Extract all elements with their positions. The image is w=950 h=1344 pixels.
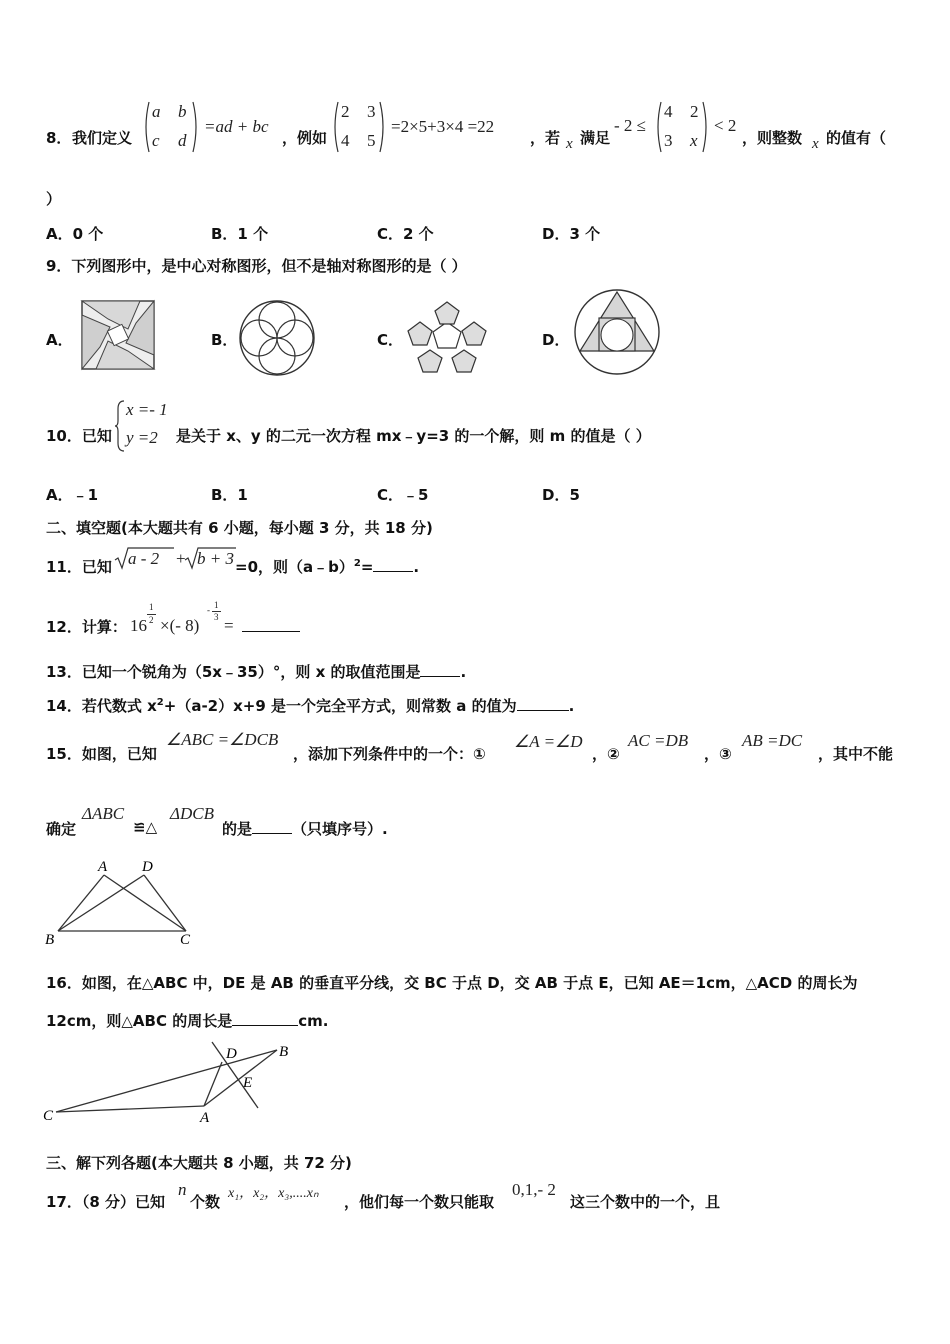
label-b: B bbox=[45, 932, 55, 948]
section-3-heading: 三、解下列各题(本大题共 8 小题，共 72 分) bbox=[46, 1154, 352, 1172]
q15-line2-b-wrap bbox=[222, 818, 388, 839]
q8-text-4: 满足 bbox=[580, 129, 611, 147]
matrix-cell: c bbox=[152, 131, 160, 150]
system-eq-2: y =2 bbox=[126, 428, 158, 447]
q9-text: 9．下列图形中，是中心对称图形，但不是轴对称图形的是（ ） bbox=[46, 257, 467, 275]
q12-middle: ×(- 8) bbox=[160, 616, 200, 635]
figure-a-square-pinwheel bbox=[80, 299, 156, 371]
question-14 bbox=[46, 696, 574, 719]
q11-answer-blank[interactable] bbox=[373, 557, 413, 572]
label-a: A bbox=[200, 1110, 210, 1126]
q15-text-1: ，添加下列条件中的一个：① bbox=[293, 745, 486, 763]
matrix-cell: 4 bbox=[664, 102, 673, 121]
matrix-cell: 2 bbox=[690, 102, 699, 121]
q15-text-4: ，其中不能 bbox=[818, 745, 894, 763]
figure-16-triangle bbox=[40, 1036, 310, 1126]
matrix-cell: b bbox=[178, 102, 187, 121]
q8-close-paren: ） bbox=[46, 190, 62, 208]
q8-number: 8． bbox=[46, 129, 72, 147]
label-c: C bbox=[180, 932, 191, 948]
q16-line-2 bbox=[46, 1011, 328, 1031]
label-c: C bbox=[43, 1108, 54, 1124]
matrix-cell: x bbox=[690, 131, 698, 150]
q17-number: 17．（8 分）已知 bbox=[46, 1193, 166, 1211]
q8-definition: =ad + bc bbox=[204, 117, 269, 136]
q12-exp1-den: 2 bbox=[149, 615, 154, 625]
q8-text-1: 我们定义 bbox=[72, 129, 133, 147]
q8-text-3: ，若 bbox=[530, 129, 561, 147]
q8-option-a: A．0 个 bbox=[46, 225, 104, 243]
q15-line2-a: 确定 bbox=[46, 820, 77, 838]
q12-equals: = bbox=[224, 616, 234, 635]
q15-line2-b: 的是 bbox=[222, 820, 253, 838]
q17-sequence: x₁，x₂，x₃,....xₙ bbox=[228, 1186, 319, 1201]
q14-superscript: 2 bbox=[156, 697, 164, 708]
q10-text: 是关于 x、y 的二元一次方程 mx﹣y=3 的一个解，则 m 的值是（ ） bbox=[176, 427, 651, 445]
q8-var-x: x bbox=[566, 136, 573, 152]
q11-tail bbox=[235, 556, 419, 577]
matrix-cell: 3 bbox=[664, 131, 673, 150]
q9-label-d: D． bbox=[542, 331, 570, 349]
figure-c-pentagons bbox=[404, 300, 490, 374]
q9-label-a: A． bbox=[46, 331, 73, 349]
plus-sign: + bbox=[176, 549, 186, 568]
q8-option-b: B．1 个 bbox=[211, 225, 269, 243]
q14-answer-blank[interactable] bbox=[517, 696, 569, 711]
matrix-abcd bbox=[142, 100, 200, 154]
q8-ineq-left: - 2 ≤ bbox=[614, 116, 646, 135]
figure-d-circle-triangle-square bbox=[572, 289, 662, 375]
q8-var-x: x bbox=[812, 136, 819, 152]
q12-exp2-num: 1 bbox=[214, 600, 219, 610]
q15-congruent: ≌△ bbox=[133, 818, 158, 836]
q15-triangle-1: ΔABC bbox=[82, 804, 125, 823]
q8-example: =2×5+3×4 =22 bbox=[391, 117, 495, 136]
q14-text-1: 14．若代数式 x bbox=[46, 697, 157, 715]
q9-label-b: B． bbox=[211, 331, 238, 349]
q10-option-c: C．﹣5 bbox=[377, 486, 429, 504]
label-a: A bbox=[98, 859, 108, 875]
label-d: D bbox=[226, 1046, 237, 1062]
q8-text-5: ，则整数 bbox=[742, 129, 803, 147]
q17-text-3: 这三个数中的一个，且 bbox=[570, 1193, 721, 1211]
q14-text-2: +（a-2）x+9 是一个完全平方式，则常数 a 的值为 bbox=[163, 697, 517, 715]
system-brace bbox=[114, 399, 126, 453]
q12-number: 12．计算： bbox=[46, 618, 127, 636]
q13-text: 13．已知一个锐角为（5x﹣35）°，则 x 的取值范围是 bbox=[46, 663, 421, 681]
q13-answer-blank[interactable] bbox=[420, 662, 460, 677]
q15-condition-3: AB =DC bbox=[742, 731, 803, 750]
q15-line2-c: （只填序号）. bbox=[292, 820, 388, 838]
q16-answer-blank[interactable] bbox=[232, 1011, 298, 1026]
q12-answer-blank[interactable] bbox=[242, 617, 300, 632]
figure-15-triangles bbox=[42, 855, 202, 947]
q12-exp2-sign: - bbox=[207, 605, 210, 615]
q8-text-6: 的值有（ bbox=[826, 129, 887, 147]
matrix-brackets bbox=[331, 100, 387, 154]
question-13 bbox=[46, 662, 466, 682]
q15-triangle-2: ΔDCB bbox=[170, 804, 214, 823]
q16-line-1: 16．如图，在△ABC 中，DE 是 AB 的垂直平分线，交 BC 于点 D，交 AB 于点 E，已知 AE＝1cm，△ACD 的周长为 bbox=[46, 974, 858, 992]
q17-text-2: ，他们每一个数只能取 bbox=[344, 1193, 495, 1211]
q10-option-b: B．1 bbox=[211, 486, 248, 504]
q12-exp2-den: 3 bbox=[214, 612, 219, 622]
q8-ineq-right: < 2 bbox=[714, 116, 737, 135]
q10-option-a: A．﹣1 bbox=[46, 486, 99, 504]
q12-base: 16 bbox=[130, 616, 147, 635]
system-eq-1: x =- 1 bbox=[126, 400, 168, 419]
q14-dot: . bbox=[568, 697, 575, 715]
q8-text-2: ，例如 bbox=[282, 129, 328, 147]
matrix-423x bbox=[654, 100, 710, 154]
matrix-cell: 4 bbox=[341, 131, 350, 150]
q15-condition-1: ∠A =∠D bbox=[514, 732, 583, 751]
q11-number: 11．已知 bbox=[46, 558, 112, 576]
matrix-cell: 5 bbox=[367, 131, 376, 150]
label-e: E bbox=[243, 1075, 253, 1091]
matrix-brackets bbox=[654, 100, 710, 154]
label-b: B bbox=[279, 1044, 289, 1060]
matrix-cell: a bbox=[152, 102, 161, 121]
matrix-2345 bbox=[331, 100, 387, 154]
matrix-cell: 3 bbox=[367, 102, 376, 121]
q15-given-condition: ∠ABC =∠DCB bbox=[166, 730, 279, 749]
q16-line-2-b: cm. bbox=[298, 1012, 329, 1030]
section-2-heading: 二、填空题(本大题共有 6 小题，每小题 3 分，共 18 分) bbox=[46, 519, 433, 537]
q8-option-d: D．3 个 bbox=[542, 225, 601, 243]
matrix-brackets bbox=[142, 100, 200, 154]
q11-tail-text: =0，则（a﹣b） bbox=[235, 558, 354, 576]
q13-dot: . bbox=[460, 663, 467, 681]
q9-label-c: C． bbox=[377, 331, 404, 349]
matrix-cell: 2 bbox=[341, 102, 350, 121]
q17-values: 0,1,- 2 bbox=[512, 1180, 556, 1199]
q17-text-1: 个数 bbox=[190, 1193, 221, 1211]
q12-exp1-num: 1 bbox=[149, 602, 154, 612]
matrix-cell: d bbox=[178, 131, 187, 150]
q11-superscript: 2 bbox=[353, 558, 361, 569]
q15-answer-blank[interactable] bbox=[252, 819, 292, 834]
q15-number: 15．如图，已知 bbox=[46, 745, 157, 763]
q11-equals: = bbox=[360, 558, 374, 576]
q17-n: n bbox=[178, 1180, 187, 1199]
figure-b-four-petal-circle bbox=[237, 298, 317, 378]
q11-dot: . bbox=[413, 558, 420, 576]
q10-option-d: D．5 bbox=[542, 486, 580, 504]
sqrt-radicand-1: a - 2 bbox=[128, 549, 160, 568]
q15-text-3: ，③ bbox=[704, 745, 732, 763]
sqrt-radicand-2: b + 3 bbox=[197, 549, 234, 568]
q15-condition-2: AC =DB bbox=[628, 731, 689, 750]
q16-line-2-a: 12cm，则△ABC 的周长是 bbox=[46, 1012, 233, 1030]
q10-number: 10．已知 bbox=[46, 427, 112, 445]
label-d: D bbox=[142, 859, 153, 875]
q15-text-2: ，② bbox=[592, 745, 620, 763]
q8-option-c: C．2 个 bbox=[377, 225, 434, 243]
